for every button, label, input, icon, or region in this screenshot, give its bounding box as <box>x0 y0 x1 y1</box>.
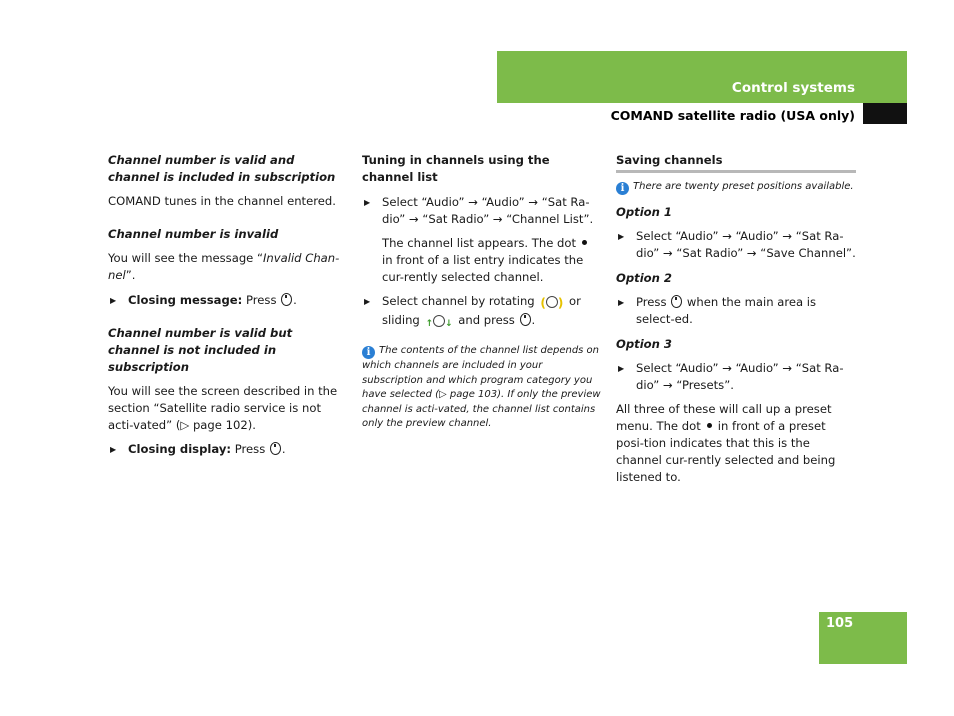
info-icon: i <box>362 346 375 359</box>
paragraph-channel-list-appears <box>362 235 602 286</box>
text-bold: Closing message: <box>128 293 243 307</box>
text: . <box>281 442 286 456</box>
knob-slide-icon: ↑ ↓ <box>425 314 452 333</box>
heading-option-2: Option 2 <box>616 271 672 285</box>
bullet-option-1 <box>616 228 856 262</box>
text: . <box>531 313 536 327</box>
paragraph-tunes-in: COMAND tunes in the channel entered. <box>108 194 336 208</box>
dot-icon <box>707 423 712 428</box>
bullet-arrow-icon: ▶ <box>110 296 117 305</box>
text: in front of a preset posi-tion indicates that this is the channel cur-rently selected and being listened to. <box>616 419 836 484</box>
heading-valid-not-included: Channel number is valid but channel is not included in subscription <box>108 326 293 374</box>
text: Select “Audio” → “Audio” → “Sat Ra-dio” → “Sat Radio” → “Save Channel”. <box>636 229 856 260</box>
bullet-select-channel-list <box>362 194 602 228</box>
info-icon: i <box>616 182 629 195</box>
text: Press <box>636 295 667 309</box>
text: The contents of the channel list depends on which channels are included in your subscription and which program category you have selected (▷ page 103). If only the preview channel is acti-vated, the channel list contains only the preview channel. <box>362 345 601 430</box>
page-number: 105 <box>826 616 854 631</box>
bullet-rotate-slide <box>362 293 602 333</box>
bullet-option-3 <box>616 360 856 394</box>
heading-tuning-channel-list: Tuning in channels using the channel list <box>362 153 550 184</box>
knob-press-icon <box>270 442 281 455</box>
section-title: Control systems <box>731 80 855 96</box>
text: Select “Audio” → “Audio” → “Sat Ra-dio” → “Sat Radio” → “Channel List”. <box>382 195 594 226</box>
knob-press-icon <box>671 295 682 308</box>
bullet-arrow-icon: ▶ <box>364 297 371 306</box>
column-3 <box>616 152 856 493</box>
knob-rotate-icon: ( ) <box>540 296 564 310</box>
heading-option-1: Option 1 <box>616 205 672 219</box>
bullet-arrow-icon: ▶ <box>618 298 625 307</box>
paragraph-invalid-message <box>108 250 346 284</box>
text: in front of a list entry indicates the cur-rently selected channel. <box>382 253 584 284</box>
text: Select channel by rotating <box>382 294 535 308</box>
text: and press <box>458 313 515 327</box>
paragraph-preset-menu <box>616 401 856 486</box>
note-preset-positions <box>616 180 856 195</box>
knob-press-icon <box>520 313 531 326</box>
text: The channel list appears. The dot <box>382 236 577 250</box>
text: All three of these will call up a preset menu. The dot <box>616 402 832 433</box>
subsection-title: COMAND satellite radio (USA only) <box>610 108 855 123</box>
column-2 <box>362 152 602 439</box>
dot-icon <box>582 240 587 245</box>
bullet-arrow-icon: ▶ <box>110 445 117 454</box>
text: There are twenty preset positions available. <box>633 181 854 192</box>
section-tab-marker <box>863 103 907 124</box>
text: Select “Audio” → “Audio” → “Sat Ra-dio” → “Presets”. <box>636 361 844 392</box>
text: You will see the message “ <box>108 251 263 265</box>
text: or sliding <box>382 294 581 327</box>
text-bold: Closing display: <box>128 442 232 456</box>
note-channel-list-contents <box>362 344 602 432</box>
text: ”. <box>125 268 136 282</box>
text: Press <box>231 442 269 456</box>
heading-valid-included: Channel number is valid and channel is included in subscription <box>108 153 336 184</box>
text-italic: Invalid Chan-nel <box>108 251 340 282</box>
bullet-arrow-icon: ▶ <box>364 198 371 207</box>
bullet-arrow-icon: ▶ <box>618 232 625 241</box>
heading-invalid: Channel number is invalid <box>108 227 279 241</box>
text: when the main area is select-ed. <box>636 295 817 326</box>
column-1 <box>108 152 346 465</box>
bullet-arrow-icon: ▶ <box>618 364 625 373</box>
bullet-closing-display <box>108 441 346 458</box>
knob-press-icon <box>281 293 292 306</box>
text: Press <box>242 293 281 307</box>
bullet-closing-message <box>108 292 346 309</box>
heading-option-3: Option 3 <box>616 337 672 351</box>
bullet-option-2 <box>616 294 856 328</box>
text: . <box>293 293 297 307</box>
heading-saving-channels: Saving channels <box>616 152 856 173</box>
paragraph-screen-described: You will see the screen described in the section “Satellite radio service is not acti-vated” (▷ page 102). <box>108 384 338 432</box>
